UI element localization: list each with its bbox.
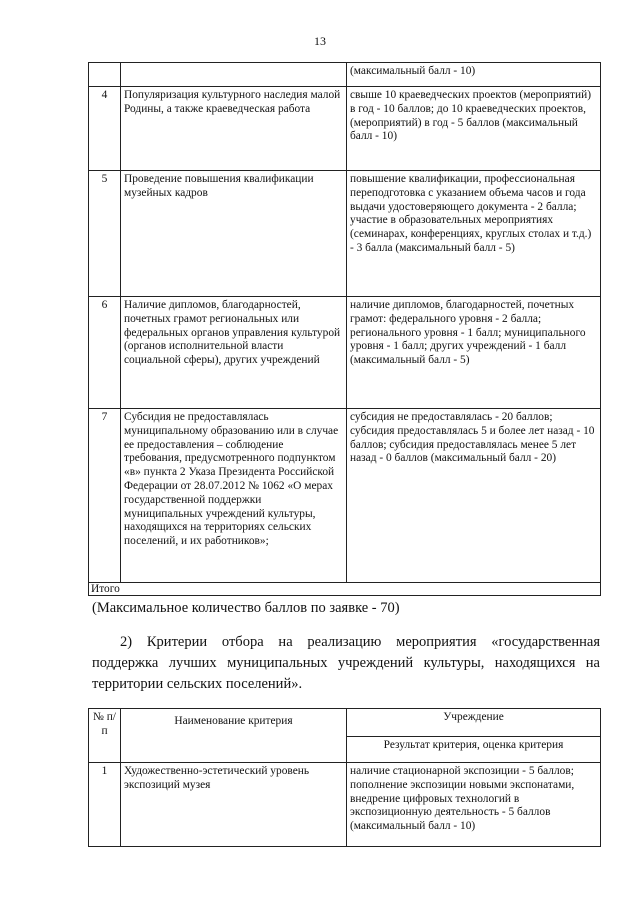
- table-row: [89, 297, 601, 409]
- criteria-table-1: [88, 62, 601, 596]
- row-number: [89, 63, 121, 87]
- criteria-table-2: [88, 708, 601, 847]
- result-cell: (максимальный балл - 10): [347, 63, 601, 87]
- row-number: 7: [89, 409, 121, 583]
- max-score-note: (Максимальное количество баллов по заявке - 70): [92, 600, 400, 616]
- row-number: 6: [89, 297, 121, 409]
- result-cell: наличие стационарной экспозиции - 5 баллов; пополнение экспозиции новыми экспонатами, внедрение цифровых технологий в экспозиционную деятельность - 5 баллов (максимальный балл - 10): [347, 763, 601, 847]
- table-row: [89, 763, 601, 847]
- criterion-cell: Художественно-эстетический уровень экспозиций музея: [121, 763, 347, 847]
- result-cell: свыше 10 краеведческих проектов (мероприятий) в год - 10 баллов; до 10 краеведческих проектов, (мероприятий) в год - 5 баллов (максимальный балл - 10): [347, 87, 601, 171]
- row-number: 1: [89, 763, 121, 847]
- header-number: № п/п: [89, 709, 121, 763]
- criterion-cell: Субсидия не предоставлялась муниципальному образованию или в случае ее предоставления – соблюдение требования, предусмотренного подпунктом «в» пункта 2 Указа Президента Российской Федерации от 28.07.2012 № 1062 «О мерах государственной поддержки муниципальных учреждений культуры, находящихся на территориях сельских поселений, и их работников»;: [121, 409, 347, 583]
- total-row: [89, 583, 601, 596]
- criterion-cell: [121, 63, 347, 87]
- criterion-cell: Проведение повышения квалификации музейных кадров: [121, 171, 347, 297]
- table-row: [89, 87, 601, 171]
- criterion-cell: Наличие дипломов, благодарностей, почетных грамот региональных или федеральных органов управления культурой (органов исполнительной власти социальной сферы), других учреждений: [121, 297, 347, 409]
- header-result: Результат критерия, оценка критерия: [347, 737, 601, 763]
- table-row: [89, 171, 601, 297]
- page-number: 13: [314, 34, 326, 48]
- row-number: 5: [89, 171, 121, 297]
- criterion-cell: Популяризация культурного наследия малой Родины, а также краеведческая работа: [121, 87, 347, 171]
- section-2-paragraph: 2) Критерии отбора на реализацию мероприятия «государственная поддержка лучших муниципальных учреждений культуры, находящихся на территории сельских поселений».: [92, 634, 600, 692]
- result-cell: повышение квалификации, профессиональная переподготовка с указанием объема часов и года выдачи удостоверяющего документа - 2 балла; участие в образовательных мероприятиях (семинарах, конференциях, круглых столах и т.д.) - 3 балла (максимальный балл - 5): [347, 171, 601, 297]
- result-cell: наличие дипломов, благодарностей, почетных грамот: федерального уровня - 2 балла; регионального уровня - 1 балл; муниципального уровня - 1 балл; других учреждений - 1 балл (максимальный балл - 5): [347, 297, 601, 409]
- header-criterion: Наименование критерия: [121, 709, 347, 763]
- total-label: Итого: [89, 583, 601, 596]
- result-cell: субсидия не предоставлялась - 20 баллов; субсидия предоставлялась 5 и более лет назад - 10 баллов; субсидия предоставлялась менее 5 лет назад - 0 баллов (максимальный балл - 20): [347, 409, 601, 583]
- row-number: 4: [89, 87, 121, 171]
- table-row: [89, 63, 601, 87]
- header-row: [89, 709, 601, 737]
- table-row: [89, 409, 601, 583]
- header-institution: Учреждение: [347, 709, 601, 737]
